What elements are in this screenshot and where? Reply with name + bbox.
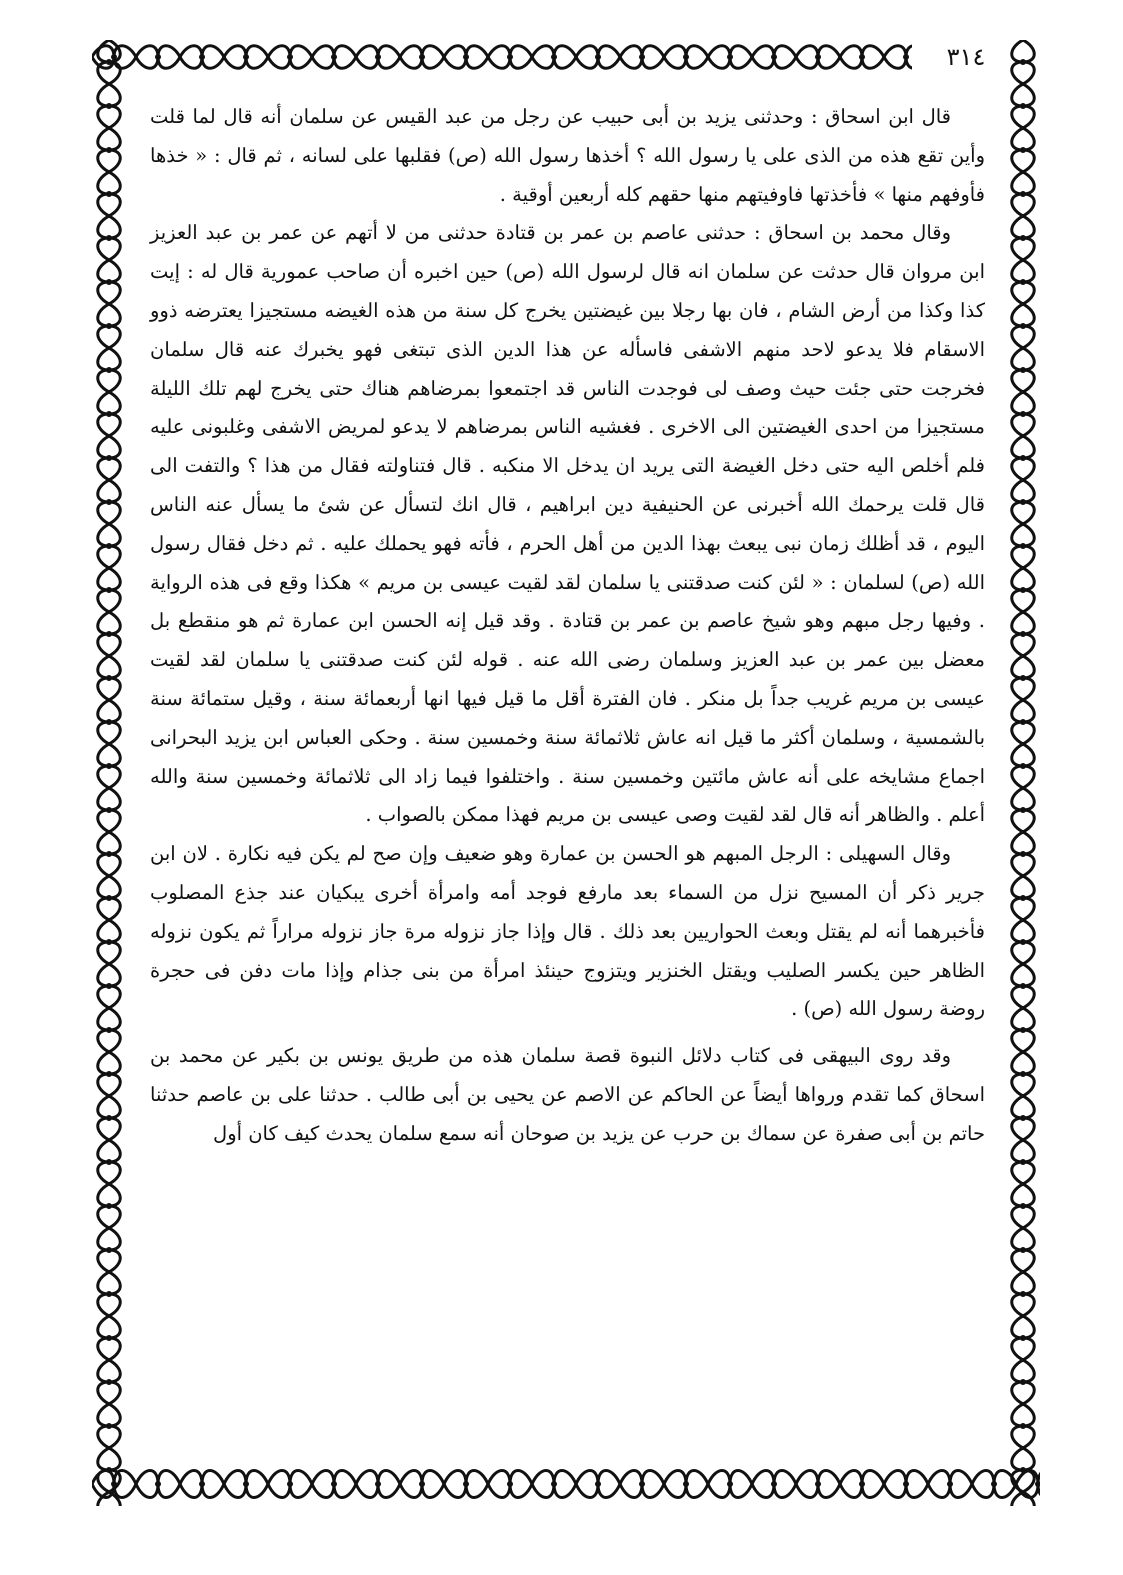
ornamental-border-bottom [92,1462,1040,1506]
page-body-text [150,98,985,1154]
chain-ornament-icon [92,40,912,74]
page-number: ٣١٤ [946,43,986,71]
ornamental-border-top [92,40,912,74]
paragraph: قال ابن اسحاق : وحدثنى يزيد بن أبى حبيب عن رجل من عبد القيس عن سلمان أنه قال لما قلت وأين تقع هذه من الذى على يا رسول الله ؟ أخذها رسول الله (ص) فقلبها على لسانه ، ثم قال : « خذها فأوفهم منها » فأخذتها فاوفيتهم منها حقهم كله أربعين أوقية . [150,105,985,206]
chain-ornament-icon [1006,40,1040,1506]
paragraph: وقال السهيلى : الرجل المبهم هو الحسن بن عمارة وهو ضعيف وإن صح لم يكن فيه نكارة . لان ابن جرير ذكر أن المسيح نزل من السماء بعد مارفع فوجد أمه وامرأة أخرى يبكيان عند جذع المصلوب فأخبرهما أنه لم يقتل وبعث الحواريين بعد ذلك . قال وإذا جاز نزوله مرة جاز نزوله مراراً ثم يكون نزوله الظاهر حين يكسر الصليب ويقتل الخنزير ويتزوج حينئذ امرأة من بنى جذام وإذا مات دفن فى حجرة روضة رسول الله (ص) . [150,842,985,1021]
ornamental-border-left [92,40,126,1506]
ornamental-border-right [1006,40,1040,1506]
chain-ornament-icon [92,40,126,1506]
chain-ornament-icon [92,1462,1040,1506]
paragraph: وقد روى البيهقى فى كتاب دلائل النبوة قصة سلمان هذه من طريق يونس بن بكير عن محمد بن اسحاق كما تقدم ورواها أيضاً عن الحاكم عن الاصم عن يحيى بن أبى طالب . حدثنا على بن عاصم حدثنا حاتم بن أبى صفرة عن سماك بن حرب عن يزيد بن صوحان أنه سمع سلمان يحدث كيف كان أول [150,1044,985,1145]
paragraph: وقال محمد بن اسحاق : حدثنى عاصم بن عمر بن قتادة حدثنى من لا أتهم عن عمر بن عبد العزيز ابن مروان قال حدثت عن سلمان انه قال لرسول الله (ص) حين اخبره أن صاحب عمورية قال له : إيت كذا وكذا من أرض الشام ، فان بها رجلا بين غيضتين يخرج كل سنة من هذه الغيضه مستجيزا يعترضه ذوو الاسقام فلا يدعو لاحد منهم الاشفى فاسأله عن هذا الدين الذى تبتغى فهو يخبرك عنه قال سلمان فخرجت حتى جئت حيث وصف لى فوجدت الناس قد اجتمعوا بمرضاهم هناك حتى يخرج لهم تلك الليلة مستجيزا من احدى الغيضتين الى الاخرى . فغشيه الناس بمرضاهم لا يدعو لمريض الاشفى وغلبونى عليه فلم أخلص اليه حتى دخل الغيضة التى يريد ان يدخل الا منكبه . قال فتناولته فقال من هذا ؟ والتفت الى قال قلت يرحمك الله أخبرنى عن الحنيفية دين ابراهيم ، قال انك لتسأل عن شئ ما يسأل عنه الناس اليوم ، قد أظلك زمان نبى يبعث بهذا الدين من أهل الحرم ، فأته فهو يحملك عليه . ثم دخل فقال رسول الله (ص) لسلمان : « لئن كنت صدقتنى يا سلمان لقد لقيت عيسى بن مريم » هكذا وقع فى هذه الرواية . وفيها رجل مبهم وهو شيخ عاصم بن عمر بن قتادة . وقد قيل إنه الحسن ابن عمارة ثم هو منقطع بل معضل بين عمر بن عبد العزيز وسلمان رضى الله عنه . قوله لئن كنت صدقتنى يا سلمان لقد لقيت عيسى بن مريم غريب جداً بل منكر . فان الفترة أقل ما قيل فيها انها أربعمائة سنة ، وقيل ستمائة سنة بالشمسية ، وسلمان أكثر ما قيل انه عاش ثلاثمائة سنة وخمسين سنة . وحكى العباس ابن يزيد البحرانى اجماع مشايخه على أنه عاش مائتين وخمسين سنة . واختلفوا فيما زاد الى ثلاثمائة وخمسين سنة والله أعلم . والظاهر أنه قال لقد لقيت وصى عيسى بن مريم فهذا ممكن بالصواب . [150,221,986,827]
